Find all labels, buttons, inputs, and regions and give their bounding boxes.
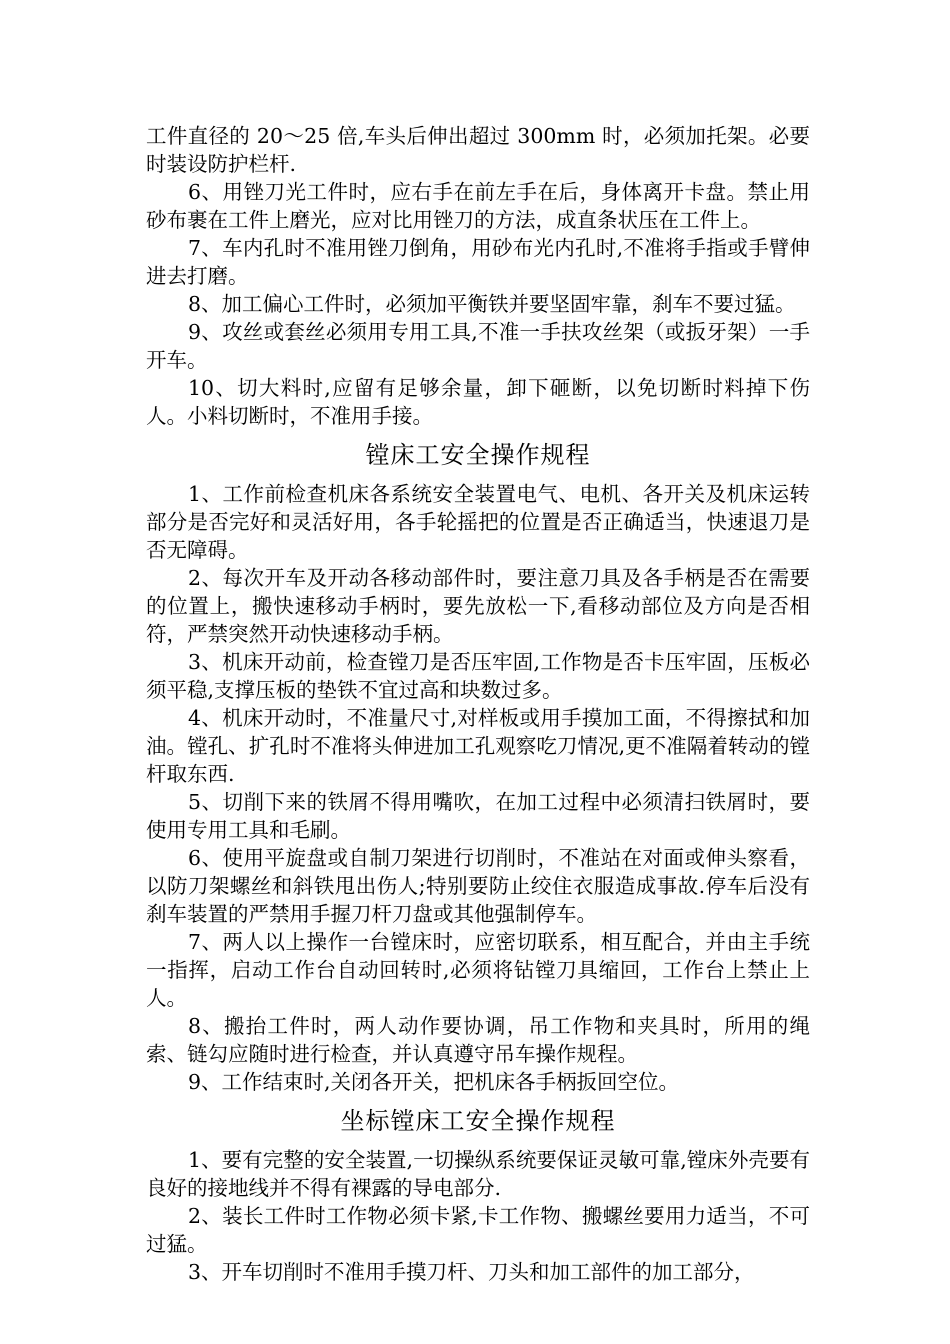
- section1-paragraph: 9、工作结束时,关闭各开关，把机床各手柄扳回空位。: [188, 1070, 680, 1094]
- section1-paragraph: 5、切削下来的铁屑不得用嘴吹，在加工过程中必须清扫铁屑时，要使用专用工具和毛刷。: [146, 790, 810, 842]
- intro-paragraph: 6、用锉刀光工件时，应右手在前左手在后，身体离开卡盘。禁止用砂布裹在工件上磨光，应对比用锉刀的方法，成直条状压在工件上。: [146, 180, 810, 232]
- section-title-boring-machine: 镗床工安全操作规程: [365, 441, 591, 469]
- section1-paragraph: 4、机床开动时，不准量尺寸,对样板或用手摸加工面，不得擦拭和加油。镗孔、扩孔时不准将头伸进加工孔观察吃刀情况,更不准隔着转动的镗杆取东西.: [146, 706, 810, 786]
- intro-paragraph: 8、加工偏心工件时，必须加平衡铁并要坚固牢靠，刹车不要过猛。: [188, 292, 796, 316]
- section1-paragraph: 3、机床开动前，检查镗刀是否压牢固,工作物是否卡压牢固，压板必须平稳,支撑压板的垫铁不宜过高和块数过多。: [146, 650, 810, 702]
- section1-paragraph: 6、使用平旋盘或自制刀架进行切削时，不准站在对面或伸头察看，以防刀架螺丝和斜铁甩出伤人;特别要防止绞住衣服造成事故.停车后没有刹车装置的严禁用手握刀杆刀盘或其他强制停车。: [146, 846, 810, 926]
- section1-paragraph: 7、两人以上操作一台镗床时，应密切联系，相互配合，并由主手统一指挥，启动工作台自动回转时,必须将钻镗刀具缩回，工作台上禁止上人。: [146, 930, 810, 1010]
- intro-paragraph: 9、攻丝或套丝必须用专用工具,不准一手扶攻丝架（或扳牙架）一手开车。: [146, 320, 810, 372]
- section-title-jig-boring-machine: 坐标镗床工安全操作规程: [340, 1107, 616, 1135]
- section2-paragraph: 2、装长工件时工作物必须卡紧,卡工作物、搬螺丝要用力适当，不可过猛。: [146, 1204, 810, 1256]
- section1-paragraph: 2、每次开车及开动各移动部件时，要注意刀具及各手柄是否在需要的位置上，搬快速移动手柄时，要先放松一下,看移动部位及方向是否相符，严禁突然开动快速移动手柄。: [146, 566, 810, 646]
- document-page: [146, 122, 810, 1286]
- section1-paragraph: 8、搬抬工件时，两人动作要协调，吊工作物和夹具时，所用的绳索、链勾应随时进行检查，并认真遵守吊车操作规程。: [146, 1014, 810, 1066]
- intro-paragraph: 7、车内孔时不准用锉刀倒角，用砂布光内孔时,不准将手指或手臂伸进去打磨。: [146, 236, 810, 288]
- intro-paragraph: 10、切大料时,应留有足够余量，卸下砸断，以免切断时料掉下伤人。小料切断时，不准用手接。: [146, 376, 810, 428]
- section2-paragraph: 1、要有完整的安全装置,一切操纵系统要保证灵敏可靠,镗床外壳要有良好的接地线并不得有裸露的导电部分.: [146, 1148, 810, 1200]
- intro-paragraph-continuation: 工件直径的 20～25 倍,车头后伸出超过 300mm 时，必须加托架。必要时装设防护栏杆.: [146, 124, 810, 176]
- section1-paragraph: 1、工作前检查机床各系统安全装置电气、电机、各开关及机床运转部分是否完好和灵活好用，各手轮摇把的位置是否正确适当，快速退刀是否无障碍。: [146, 482, 810, 562]
- section2-paragraph: 3、开车切削时不准用手摸刀杆、刀头和加工部件的加工部分，: [188, 1260, 755, 1284]
